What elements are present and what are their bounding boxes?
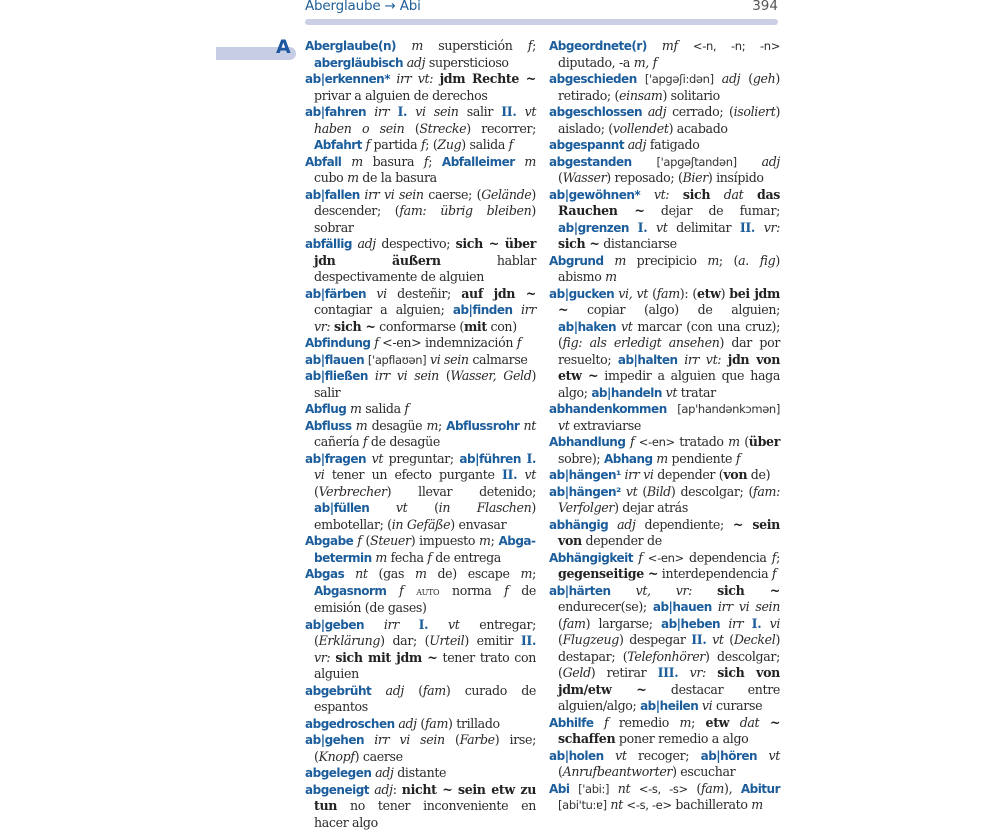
entry-span: <-s, -s> <box>639 782 688 796</box>
entry-span: irr vi sein <box>375 368 439 383</box>
entry-span: adj <box>398 716 416 731</box>
entry-span: m <box>614 253 626 268</box>
entry-span: f <box>772 566 776 581</box>
entry-span: irr vt: <box>684 352 721 367</box>
headword: ab|grenzen <box>558 221 629 235</box>
entry-span: m <box>656 451 668 466</box>
entry-span: vollendet <box>613 121 669 136</box>
dictionary-entry: ab|gewöhnen* vt: sich dat das Rauchen ~ dejar de fumar; ab|grenzen I. vt delimitar II. vr: sich ~ distanciarse <box>549 187 780 253</box>
headword: abgestanden <box>549 155 632 169</box>
entry-span: m <box>375 550 387 565</box>
entry-span: irr <box>384 617 399 632</box>
entry-span: mf <box>662 38 678 53</box>
entry-span: vi sein <box>430 352 469 367</box>
entry-span: sich ~ über jdn äußern <box>314 236 536 268</box>
headword: Abfindung <box>305 336 371 350</box>
entry-span: <-s, -e> <box>627 798 672 812</box>
entry-span: Bild <box>647 484 671 499</box>
entry-span: m <box>426 418 438 433</box>
entry-span: irr vt: <box>396 71 433 86</box>
dictionary-entry: abgeschieden ['apgəʃi:dən] adj (geh) retirado; (einsam) solitario <box>549 71 780 104</box>
entry-span: f <box>504 583 508 598</box>
entry-span: Steuer <box>370 533 411 548</box>
entry-span: isoliert <box>734 104 776 119</box>
entry-span: vt <box>396 500 407 515</box>
entry-span: Telefonhörer <box>627 649 705 664</box>
headword: abhängig <box>549 518 608 532</box>
headword: ab|heilen <box>640 699 698 713</box>
guide-words: Aberglaube → Abi <box>305 0 421 14</box>
entry-span: das Rauchen ~ <box>558 187 780 219</box>
headword: Abflussrohr <box>446 419 519 433</box>
dictionary-entry: abhängig adj dependiente; ~ sein von depender de <box>549 517 780 550</box>
entry-span: adj <box>722 71 740 86</box>
entry-span: irr <box>374 104 389 119</box>
headword: ab|flauen <box>305 353 364 367</box>
headword: Aberglaube(n) <box>305 39 396 53</box>
headword: ab|haken <box>558 320 616 334</box>
headword: Abgabe <box>305 534 353 548</box>
entry-span: Erklärung <box>319 633 381 648</box>
entry-span: in Flaschen <box>439 500 532 515</box>
headword: ab|führen <box>459 452 520 466</box>
entry-span: vt, vr: <box>636 583 692 598</box>
entry-span: vr: <box>314 650 330 665</box>
entry-span: m <box>347 170 359 185</box>
headword: Abhang <box>604 452 653 466</box>
headword: ab|handeln <box>591 386 662 400</box>
entry-span: irr vi sein <box>364 187 423 202</box>
headword: ab|hängen² <box>549 485 621 499</box>
headword: Abgeordnete(r) <box>549 39 647 53</box>
entry-span: f <box>421 137 425 152</box>
headword: ab|erkennen* <box>305 72 390 86</box>
entry-span: nicht ~ sein etw zu tun <box>314 782 536 814</box>
headword: Abhilfe <box>549 716 594 730</box>
entry-span: vi <box>376 286 386 301</box>
entry-span: vt <box>656 220 667 235</box>
headword: ab|halten <box>618 353 678 367</box>
entry-span: adj <box>762 154 780 169</box>
header-rule <box>305 19 778 25</box>
dictionary-entry: ab|fließen irr vi sein (Wasser, Geld) salir <box>305 368 536 401</box>
dictionary-entry: ab|fahren irr I. vi sein salir II. vt haben o sein (Strecke) recorrer; Abfahrt f partida f; (Zug) salida f <box>305 104 536 154</box>
dictionary-entry: ab|härten vt, vr: sich ~ endurecer(se); ab|hauen irr vi sein (fam) largarse; ab|heben irr I. vi (Flugzeug) despegar II. vt (Deckel) destapar; (Telefonhörer) descolgar; (Geld) retirar III. vr: sich von jdm/etw ~ destacar entre alguien/algo; ab|heilen vi curarse <box>549 583 780 715</box>
entry-span: Anrufbeantworter <box>563 764 673 779</box>
entry-span: fam: übrig bleiben <box>399 203 531 218</box>
entry-span: m <box>728 434 740 449</box>
entry-span: Wasser, Geld <box>450 368 531 383</box>
entry-span: irr vr: <box>314 302 536 334</box>
entry-span: f <box>427 550 431 565</box>
entry-span: einsam <box>619 88 662 103</box>
entry-span: fam <box>425 716 448 731</box>
entry-span: ['apflaʊən] <box>368 353 426 367</box>
headword: ab|heben <box>661 617 720 631</box>
entry-span: von <box>723 467 747 482</box>
entry-span: vi sein <box>415 104 458 119</box>
dictionary-entry: Abi ['abi:] nt <-s, -s> (fam), Abitur [abi'tu:ɐ] nt <-s, -e> bachillerato m <box>549 781 780 814</box>
entry-span: irr <box>728 616 743 631</box>
entry-span: gegenseitige ~ <box>558 566 658 581</box>
running-header <box>305 0 778 16</box>
dictionary-entry: abgedroschen adj (fam) trillado <box>305 716 536 733</box>
entry-span: vt <box>372 451 383 466</box>
entry-span: adj <box>407 55 425 70</box>
headword: abgelegen <box>305 766 371 780</box>
headword: ab|fragen <box>305 452 366 466</box>
headword: ab|hören <box>701 749 757 763</box>
entry-span: II. <box>691 632 706 647</box>
dictionary-entry: abgeneigt adj: nicht ~ sein etw zu tun no tener inconveniente en hacer algo <box>305 782 536 831</box>
entry-span: Zug <box>437 137 461 152</box>
entry-span: adj <box>628 137 646 152</box>
headword: ab|holen <box>549 749 604 763</box>
dictionary-entry: Abgas nt (gas m de) escape m; Abgasnorm f auto norma f de emisión (de gases) <box>305 566 536 617</box>
entry-span: II. <box>740 220 755 235</box>
entry-span: vt haben o sein <box>314 104 536 136</box>
entry-span: dat <box>724 187 744 202</box>
entry-span: etw <box>706 715 730 730</box>
entry-span: m <box>680 715 692 730</box>
entry-span: adj <box>386 683 404 698</box>
entry-span: f <box>528 38 532 53</box>
headword: abgebrüht <box>305 684 371 698</box>
entry-span: sich <box>683 187 710 202</box>
page-number: 394 <box>752 0 778 14</box>
entry-span: m <box>356 418 368 433</box>
entry-span: [abi'tu:ɐ] <box>558 798 607 812</box>
dictionary-entry: Abgrund m precipicio m; (a. fig) abismo m <box>549 253 780 286</box>
entry-span: f <box>424 154 428 169</box>
entry-span: m <box>524 154 536 169</box>
entry-span: über <box>749 434 780 449</box>
headword: ab|fahren <box>305 105 366 119</box>
dictionary-entry: ab|gucken vi, vt (fam): (etw) bei jdm ~ copiar (algo) de alguien; ab|haken vt marcar (con una cruz); (fig: als erledigt ansehen) dar por resuelto; ab|halten irr vt: jdn von etw ~ impedir a alguien que haga algo; ab|handeln vt tratar <box>549 286 780 402</box>
entry-span: f <box>604 715 608 730</box>
entry-span: I. <box>752 616 762 631</box>
entry-span: a. fig <box>738 253 775 268</box>
entry-span: irr vi <box>624 467 653 482</box>
headword: ab|härten <box>549 584 611 598</box>
entry-span: vr: <box>690 665 706 680</box>
entry-span: vt: <box>654 187 669 202</box>
dictionary-entry: ab|fallen irr vi sein caerse; (Gelände) descender; (fam: übrig bleiben) sobrar <box>305 187 536 237</box>
entry-span: sich ~ <box>558 236 600 251</box>
dictionary-entry: ab|erkennen* irr vt: jdm Rechte ~ privar a alguien de derechos <box>305 71 536 104</box>
entry-span: jdn von etw ~ <box>558 352 780 384</box>
entry-span: vt <box>615 748 626 763</box>
entry-span: in Gefäße <box>392 517 451 532</box>
dictionary-entry: Abhängigkeit f <-en> dependencia f; gegenseitige ~ interdependencia f <box>549 550 780 583</box>
entry-span: fam: Verfolger <box>558 484 780 516</box>
headword: ab|geben <box>305 618 364 632</box>
entry-span: fam <box>657 286 680 301</box>
entry-span: m <box>350 401 362 416</box>
dictionary-entry: Abfindung f <-en> indemnización f <box>305 335 536 352</box>
headword: ab|hängen¹ <box>549 468 621 482</box>
entry-span: I. <box>638 220 648 235</box>
entry-span: fam <box>701 781 724 796</box>
headword: abgeschlossen <box>549 105 642 119</box>
headword: ab|füllen <box>314 501 369 515</box>
entry-span: vt <box>525 467 536 482</box>
entry-span: <-en> <box>648 551 684 565</box>
entry-span: Gelände <box>481 187 531 202</box>
entry-span: nt <box>524 418 536 433</box>
entry-span: adj <box>374 782 392 797</box>
dictionary-entry: Abgabe f (Steuer) impuesto m; Abgabetermin m fecha f de entrega <box>305 533 536 566</box>
entry-span: sich ~ <box>717 583 780 598</box>
headword: Abfluss <box>305 419 352 433</box>
entry-span: fam <box>563 616 586 631</box>
headword: Abgas <box>305 567 344 581</box>
entry-span: sich ~ <box>334 319 376 334</box>
entry-span: adj <box>375 765 393 780</box>
entry-span: ~ schaffen <box>558 715 780 747</box>
entry-span: m <box>351 154 363 169</box>
entry-span: f <box>366 137 370 152</box>
entry-span: adj <box>648 104 666 119</box>
dictionary-entry: Abhandlung f <-en> tratado m (über sobre); Abhang m pendiente f <box>549 434 780 467</box>
entry-span: Bier <box>683 170 708 185</box>
entry-span: ['apgəʃtandən] <box>656 155 736 169</box>
entry-span: II. <box>502 467 517 482</box>
entry-span: <-n, -n; -n> <box>693 39 780 53</box>
entry-span: vt <box>626 484 637 499</box>
dictionary-entry: abgeschlossen adj cerrado; (isoliert) aislado; (vollendet) acabado <box>549 104 780 137</box>
entry-span: m, f <box>634 55 657 70</box>
headword: Abfalleimer <box>442 155 515 169</box>
entry-span: ['apgəʃi:dən] <box>645 72 714 86</box>
entry-span: Deckel <box>734 632 776 647</box>
entry-span: f <box>772 550 776 565</box>
headword: ab|gewöhnen* <box>549 188 640 202</box>
entry-span: sich von jdm/etw ~ <box>558 665 780 697</box>
entry-span: m <box>605 269 617 284</box>
headword: abgeneigt <box>305 783 369 797</box>
entry-span: bei jdm ~ <box>558 286 780 318</box>
entry-span: f <box>736 451 740 466</box>
entry-span: vr: <box>764 220 780 235</box>
entry-span: vi <box>314 467 324 482</box>
headword: ab|finden <box>453 303 513 317</box>
dictionary-entry: ab|hängen² vt (Bild) descolgar; (fam: Verfolger) dejar atrás <box>549 484 780 517</box>
dictionary-entry: Abfall m basura f; Abfalleimer m cubo m de la basura <box>305 154 536 187</box>
entry-span: Verbrecher <box>319 484 387 499</box>
dictionary-entry: abfällig adj despectivo; sich ~ über jdn äußern hablar despectivamente de alguien <box>305 236 536 286</box>
entry-span: vt <box>712 632 723 647</box>
headword: Abfall <box>305 155 341 169</box>
dictionary-entry: abhandenkommen [ap'handənkɔmən] vt extraviarse <box>549 401 780 434</box>
entry-span: vt <box>666 385 677 400</box>
entry-span: m <box>707 253 719 268</box>
dictionary-column-right <box>549 38 780 814</box>
entry-span: ['abi:] <box>578 782 609 796</box>
entry-span: f <box>509 137 513 152</box>
dictionary-entry: ab|holen vt recoger; ab|hören vt (Anrufbeantworter) escuchar <box>549 748 780 781</box>
entry-span: Wasser <box>563 170 607 185</box>
headword: Abgrund <box>549 254 604 268</box>
entry-span: vi <box>770 616 780 631</box>
entry-span: I. <box>419 617 429 632</box>
headword: Abfahrt <box>314 138 362 152</box>
entry-span: Farbe <box>460 732 495 747</box>
dictionary-entry: abgelegen adj distante <box>305 765 536 782</box>
entry-span: I. <box>397 104 407 119</box>
entry-span: m <box>411 38 423 53</box>
entry-span: vt <box>621 319 632 334</box>
headword: Abhandlung <box>549 435 625 449</box>
entry-span: nt <box>618 781 630 796</box>
headword: ab|gucken <box>549 287 614 301</box>
dictionary-entry: Abfluss m desagüe m; Abflussrohr nt cañería f de desagüe <box>305 418 536 451</box>
entry-span: irr vi sein <box>718 599 780 614</box>
entry-span: mit <box>464 319 487 334</box>
dictionary-entry: ab|fragen vt preguntar; ab|führen I. vi tener un efecto purgante II. vt (Verbrecher) llevar detenido; ab|füllen vt (in Flaschen) embotellar; (in Gefäße) envasar <box>305 451 536 534</box>
entry-span: Geld <box>563 665 591 680</box>
entry-span: auf jdn ~ <box>461 286 536 301</box>
dictionary-entry: ab|färben vi desteñir; auf jdn ~ contagiar a alguien; ab|finden irr vr: sich ~ conformarse (mit con) <box>305 286 536 336</box>
entry-span: f <box>630 434 634 449</box>
dictionary-entry: ab|flauen ['apflaʊən] vi sein calmarse <box>305 352 536 369</box>
entry-span: vt <box>558 418 569 433</box>
headword: ab|hauen <box>653 600 712 614</box>
headword: abergläubisch <box>314 56 403 70</box>
thumb-index-letter: A <box>276 36 291 58</box>
entry-span: <-en> <box>639 435 675 449</box>
entry-span: m <box>415 566 427 581</box>
entry-span: I. <box>526 451 536 466</box>
entry-span: II. <box>501 104 516 119</box>
entry-span: f <box>638 550 642 565</box>
dictionary-entry: abgespannt adj fatigado <box>549 137 780 154</box>
dictionary-entry: Aberglaube(n) m superstición f; abergläubisch adj supersticioso <box>305 38 536 71</box>
headword: abfällig <box>305 237 352 251</box>
entry-span: m <box>479 533 491 548</box>
entry-span: geh <box>753 71 776 86</box>
entry-span: nt <box>610 797 622 812</box>
entry-span: m <box>751 797 763 812</box>
entry-span: ~ sein von <box>558 517 780 549</box>
entry-span: fam <box>423 683 446 698</box>
headword: Abi <box>549 782 570 796</box>
headword: Abgasnorm <box>314 584 386 598</box>
headword: Abitur <box>741 782 780 796</box>
entry-span: etw <box>697 286 721 301</box>
entry-span: f <box>374 335 378 350</box>
entry-span: dat <box>740 715 760 730</box>
entry-span: m <box>521 566 533 581</box>
headword: abhandenkommen <box>549 402 667 416</box>
dictionary-entry: Abgeordnete(r) mf <-n, -n; -n> diputado, -a m, f <box>549 38 780 71</box>
entry-span: nt <box>355 566 367 581</box>
entry-span: Strecke <box>419 121 466 136</box>
entry-span: f <box>404 401 408 416</box>
headword: ab|gehen <box>305 733 364 747</box>
dictionary-entry: Abhilfe f remedio m; etw dat ~ schaffen poner remedio a algo <box>549 715 780 748</box>
headword: ab|fallen <box>305 188 360 202</box>
headword: abgeschieden <box>549 72 637 86</box>
entry-span: Urteil <box>429 633 464 648</box>
entry-span: III. <box>658 665 679 680</box>
headword: Abflug <box>305 402 346 416</box>
headword: ab|fließen <box>305 369 368 383</box>
dictionary-column-left <box>305 38 536 831</box>
headword: abgedroschen <box>305 717 395 731</box>
entry-span: Knopf <box>319 749 355 764</box>
entry-span: jdm Rechte ~ <box>440 71 536 86</box>
entry-span: vt <box>448 617 459 632</box>
dictionary-entry: ab|geben irr I. vt entregar; (Erklärung) dar; (Urteil) emitir II. vr: sich mit jdm ~ tener trato con alguien <box>305 617 536 683</box>
entry-span: adj <box>357 236 375 251</box>
entry-span: f <box>399 583 403 598</box>
entry-span: Flugzeug <box>563 632 619 647</box>
dictionary-entry: abgestanden ['apgəʃtandən] adj (Wasser) reposado; (Bier) insípido <box>549 154 780 187</box>
entry-span: irr vi sein <box>374 732 445 747</box>
entry-span: f <box>517 335 521 350</box>
entry-span: [ap'handənkɔmən] <box>677 402 780 416</box>
entry-span: vi <box>702 698 712 713</box>
dictionary-entry: ab|gehen irr vi sein (Farbe) irse; (Knopf) caerse <box>305 732 536 765</box>
headword: Abhängigkeit <box>549 551 633 565</box>
entry-span: f <box>357 533 361 548</box>
dictionary-entry: Abflug m salida f <box>305 401 536 418</box>
entry-span: auto <box>416 585 439 598</box>
entry-span: II. <box>521 633 536 648</box>
entry-span: f <box>363 434 367 449</box>
entry-span: adj <box>617 517 635 532</box>
entry-span: vi, vt <box>618 286 648 301</box>
entry-span: fig: als erledigt ansehen <box>563 335 720 350</box>
dictionary-entry: abgebrüht adj (fam) curado de espantos <box>305 683 536 716</box>
headword: abgespannt <box>549 138 624 152</box>
dictionary-entry: ab|hängen¹ irr vi depender (von de) <box>549 467 780 484</box>
headword: Abgabetermin <box>314 534 536 565</box>
entry-span: vt <box>769 748 780 763</box>
entry-span: sich mit jdm ~ <box>335 650 437 665</box>
headword: ab|färben <box>305 287 366 301</box>
